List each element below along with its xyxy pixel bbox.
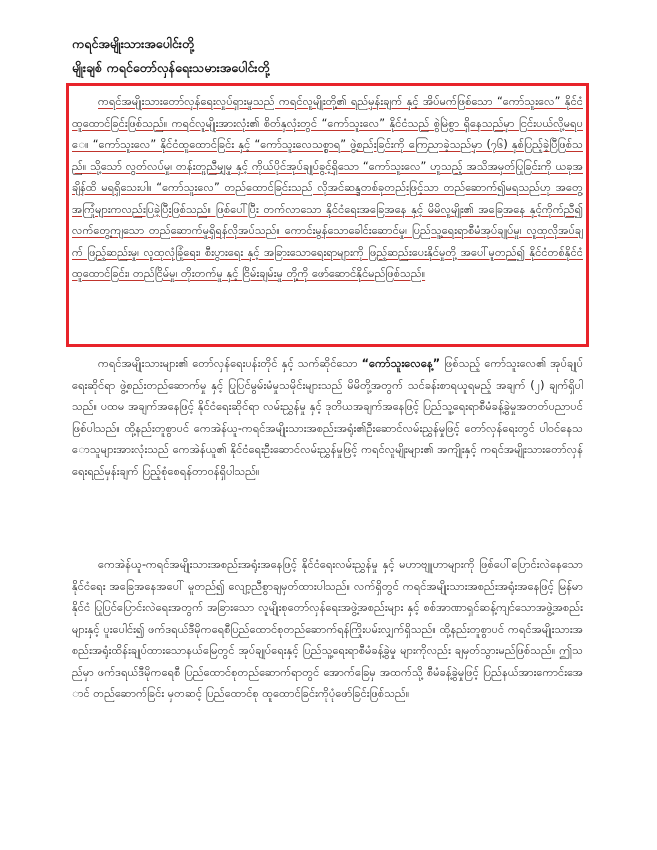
paragraph-2 <box>72 353 583 548</box>
salutation-heading: ကရင်အမျိုးသားအပေါင်းတို့ <box>72 36 195 51</box>
paragraph-3: ကေအဲန်ယူ-ကရင်အမျိုးသားအစည်းအရုံးအနေဖြင့် နိုင်ငံရေးလမ်းညွှန်မှု နှင့် မဟာဗျူဟာများကို ဖြစ်ပေါ်ပြောင်းလဲနေသော နိုင်ငံရေး အခြေအနေအပေါ် မူတည်၍ လျော့ညီစွာချမှတ်ထားပါသည်။ လက်ရှိတွင် ကရင်အမျိုးသားအစည်းအရုံးအနေဖြင့် မြန်မာနိုင်ငံ ပြုပြင်ပြောင်းလဲရေးအတွက် အခြားသော လူမျိုးစုတော်လှန်ရေးအဖွဲ့အစည်းများ နှင့် စစ်အာဏာရှင်ဆန့်ကျင်သောအဖွဲ့အစည်းများနှင့် ပူးပေါင်း၍ ဖက်ဒရယ်ဒီမိုကရေစီပြည်ထောင်စုတည်ဆောက်ရန်ကြိုးပမ်းလျှက်ရှိသည်။ ထို့နည်းတူစွာပင် ကရင်အမျိုးသားအစည်းအရုံးထိန်းချုပ်ထားသောနယ်မြေတွင် အုပ်ချုပ်ရေးနှင့် ပြည်သူ့ရေးရာစီမံခန့်ခွဲမှု များကိုလည်း ချမှတ်သွားမည်ဖြစ်သည်။ ဤသည်မှာ ဖက်ဒရယ်ဒီမိုကရေစီ ပြည်ထောင်စုတည်ဆောက်ရာတွင် အောက်ခြေမှ အထက်သို့ စီမံခန့်ခွဲမှုဖြင့် ပြည်နယ်အားကောင်းအောင် တည်ဆောက်ခြင်း မှတဆင့် ပြည်ထောင်စု ထူထောင်ခြင်းကိုပုံဖော်ခြင်းဖြစ်သည်။ <box>72 558 583 700</box>
paragraph-1 <box>72 91 583 349</box>
subtitle-heading: မျိုးချစ် ကရင်တော်လှန်ရေးသမားအပေါင်းတို့ <box>72 60 270 75</box>
paragraph-2-lead: ကရင်အမျိုးသားများ၏ တော်လှန်ရေးပန်းတိုင် နှင့် သက်ဆိုင်သော <box>98 357 362 370</box>
kawthoolei-day-term: “ကော်သူးလေနေ့” <box>361 357 441 370</box>
underlined-paragraph-text: ကရင်အမျိုးသားတော်လှန်ရေးလှုပ်ရှားမှုသည် ကရင်လူမျိုးတို့၏ ရည်မှန်းချက် နှင့် အိပ်မက်ဖြစ်သော “ကော်သူးလေ” နိုင်ငံထူထောင်ခြင်းဖြစ်သည်။ ကရင်လူမျိုးအားလုံး၏ စိတ်နှလုံးတွင် “ကော်သူးလေ” နိုင်ငံသည် စွဲမြဲစွာ ရှိနေသည်မှာ ငြင်းပယ်လို့မရပေ။ “ကော်သူးလေ” နိုင်ငံထူထောင်ခြင်း နှင့် “ကော်သူးလေသစ္စာရ” ဖွဲ့စည်းခြင်းကို ကြေညာခဲ့သည်မှာ (၇၆) နှစ်ပြည့်ခဲ့ပြီဖြစ်သည်။ သို့သော် လွတ်လပ်မှု၊ တန်းတူညီမျှမှု နှင့် ကိုယ်ပိုင်အုပ်ချုပ်ခွင့်ရှိသော “ကော်သူးလေ” ဟူသည့် အသိအမှတ်ပြုခြင်းကို ယခုအချိန်ထိ မရရှိသေးပါ။ “ကော်သူးလေ” တည်ထောင်ခြင်းသည် လိုအင်ဆန္ဒတစ်ခုတည်းဖြင့်သာ တည်ဆောက်၍မရသည်ဟု အတွေ့အကြုံများကလည်းပြခဲ့ပြီးဖြစ်သည်။ ဖြစ်ပေါ်ပြီး တက်လာသော နိုင်ငံရေးအခြေအနေ နှင့် မိမိလူမျိုး၏ အခြေအနေ နှင့်ကိုက်ညီ၍လက်တွေ့ကျသော တည်ဆောက်မှုရှိရန်လိုအပ်သည်။ ကောင်းမွန်သောခေါင်းဆောင်မှု၊ ပြည်သူ့ရေးရာစီမံအုပ်ချုပ်မှု၊ လူထုလိုအပ်ချက် ဖြည့်ဆည်းမှု၊ လူထုလုံခြုံရေး၊ စီးပွားရေး နှင့် အခြားသောရေးရာများကို ဖြည့်ဆည်းပေးနိုင်မှုတို့ အပေါ်မူတည်၍ နိုင်ငံတစ်နိုင်ငံထူထောင်ခြင်း၊ တည်ငြိမ်မှု၊ တိုးတက်မှု နှင့် ငြိမ်းချမ်းမှု တို့ကို ဖော်ဆောင်နိုင်မည်ဖြစ်သည်။ <box>72 95 583 280</box>
paragraph-2-rest: ဖြစ်သည့် ကော်သူးလေ၏ အုပ်ချုပ်ရေးဆိုင်ရာ ဖွဲ့စည်းတည်ဆောက်မှု နှင့် ပြုပြင်မွမ်းမံမှုသမိုင်းများသည် မိမိတို့အတွက် သင်ခန်းစာရယူရမည့် အချက် (၂) ချက်ရှိပါသည်။ ပထမ အချက်အနေဖြင့် နိုင်ငံရေးဆိုင်ရာ လမ်းညွှန်မှု နှင့် ဒုတိယအချက်အနေဖြင့် ပြည်သူ့ရေးရာစီမံခန့်ခွဲမှုအတတ်ပညာပင်ဖြစ်ပါသည်။ ထို့နည်းတူစွာပင် ကေအဲန်ယူ-ကရင်အမျိုးသားအစည်းအရုံး၏ဦးဆောင်လမ်းညွှန်မှုဖြင့် တော်လှန်ရေးတွင် ပါဝင်နေသောသူများအားလုံးသည် ကေအဲန်ယူ၏ နိုင်ငံရေးဦးဆောင်လမ်းညွှန်မှုဖြင့် ကရင်လူမျိုးများ၏ အကျိုးနှင့် ကရင်အမျိုးသားတော်လှန်ရေးရည်မှန်းချက် ပြည့်စုံစေရန်တာဝန်ရှိပါသည်။ <box>72 357 583 478</box>
